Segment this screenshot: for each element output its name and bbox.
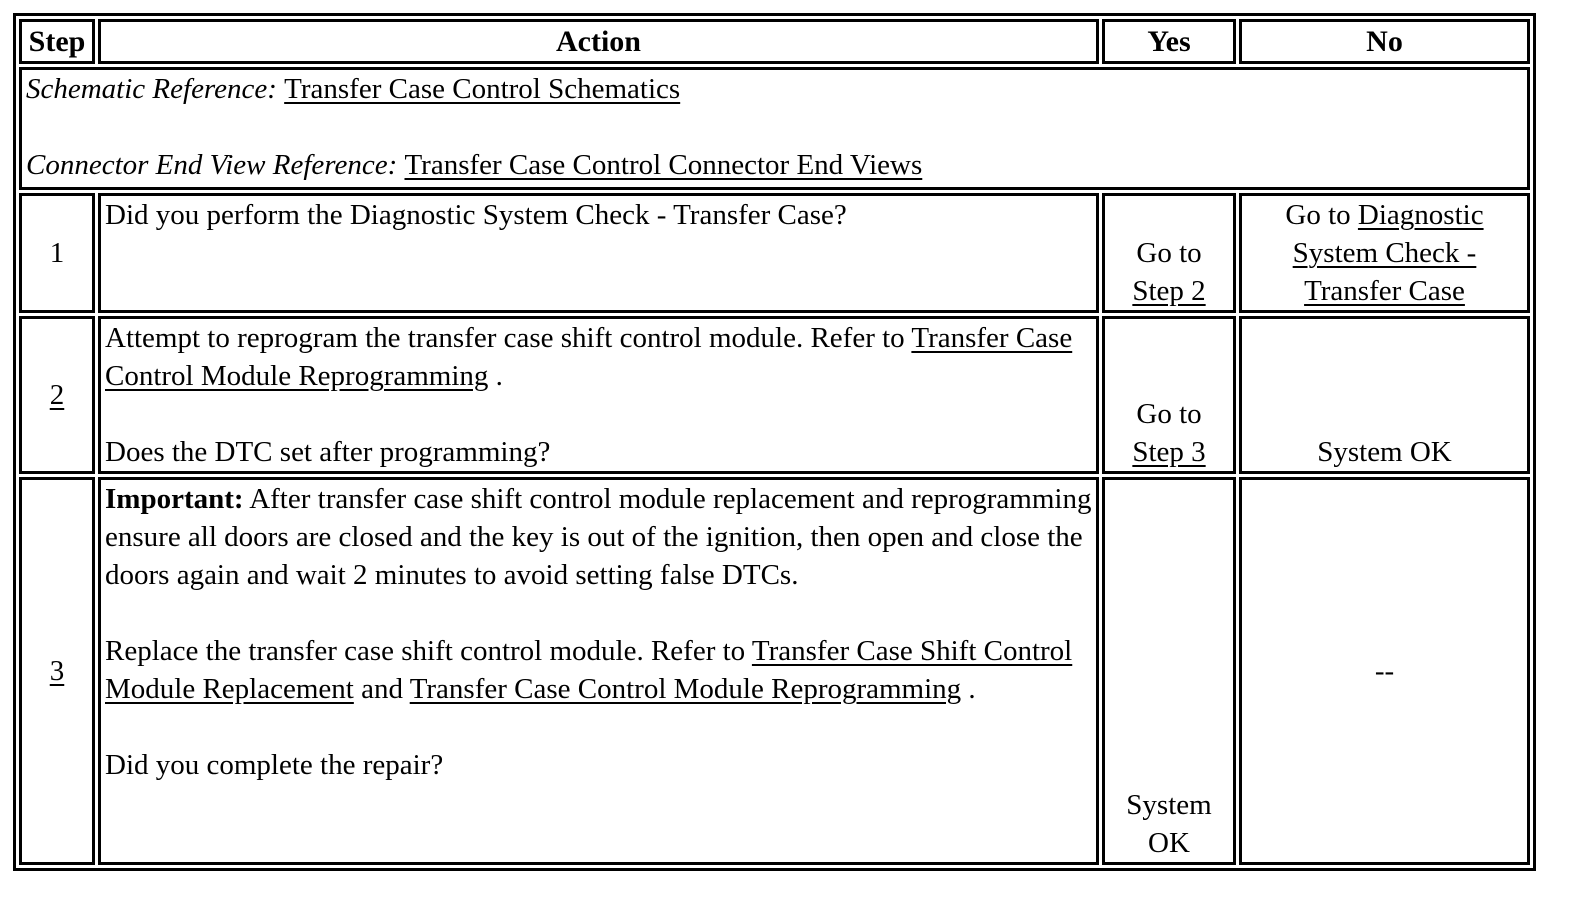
doc-link[interactable]: Transfer Case Shift Control Module Replacement — [105, 635, 1073, 705]
doc-link[interactable]: Transfer Case Control Module Reprogramming — [409, 673, 962, 705]
text-segment: Did you perform the Diagnostic System Check - Transfer Case? — [105, 199, 847, 231]
text-segment: Attempt to reprogram the transfer case shift control module. Refer to — [105, 322, 912, 354]
reference-row — [19, 67, 1530, 190]
table-row-step-2 — [19, 316, 1530, 474]
yes-cell-1 — [1102, 193, 1236, 313]
action-cell-1 — [98, 193, 1099, 313]
doc-link[interactable]: Transfer Case Control Module Reprogramming — [105, 322, 1073, 392]
action-cell-2 — [98, 316, 1099, 474]
important-label: Important: — [105, 483, 244, 515]
text-segment: After transfer case shift control module replacement and reprogramming ensure all doors are closed and the key is out of the ignition, then open and close the doors again and wait 2 minutes to avoid setting false DTCs. — [105, 483, 1092, 591]
text-segment: Go to — [1285, 199, 1358, 231]
doc-link[interactable]: Transfer Case Control Schematics — [284, 73, 681, 105]
column-header-step: Step — [19, 19, 95, 64]
yes-cell-3 — [1102, 477, 1236, 865]
column-header-action: Action — [98, 19, 1099, 64]
text-segment: and — [353, 673, 410, 705]
column-header-yes: Yes — [1102, 19, 1236, 64]
no-cell-2 — [1239, 316, 1530, 474]
text-segment: System OK — [1126, 789, 1212, 859]
diagnostic-table — [13, 13, 1536, 871]
text-segment: Go to — [1136, 398, 1202, 430]
doc-link[interactable]: Step 2 — [1132, 275, 1206, 307]
text-segment: . — [961, 673, 976, 705]
reference-label: Schematic Reference: — [26, 73, 285, 105]
text-segment: System OK — [1317, 436, 1452, 468]
text-segment: . — [488, 360, 503, 392]
table-row-step-1 — [19, 193, 1530, 313]
reference-label: Connector End View Reference: — [26, 149, 405, 181]
text-segment: Replace the transfer case shift control module. Refer to — [105, 635, 752, 667]
no-cell-3 — [1239, 477, 1530, 865]
step-cell-1 — [19, 193, 95, 313]
text-segment: Go to — [1136, 237, 1202, 269]
doc-link[interactable]: Transfer Case Control Connector End Views — [404, 149, 923, 181]
doc-link[interactable]: 3 — [49, 655, 65, 687]
step-cell-3 — [19, 477, 95, 865]
yes-cell-2 — [1102, 316, 1236, 474]
doc-link[interactable]: 2 — [49, 379, 65, 411]
header-row — [19, 19, 1530, 64]
text-segment: -- — [1374, 655, 1395, 687]
text-segment: 1 — [49, 237, 65, 269]
table-row-step-3 — [19, 477, 1530, 865]
text-segment: Does the DTC set after programming? — [105, 436, 551, 468]
doc-link[interactable]: Diagnostic System Check - Transfer Case — [1292, 199, 1484, 307]
text-segment: Did you complete the repair? — [105, 749, 444, 781]
doc-link[interactable]: Step 3 — [1132, 436, 1206, 468]
no-cell-1 — [1239, 193, 1530, 313]
reference-cell — [19, 67, 1530, 190]
action-cell-3 — [98, 477, 1099, 865]
column-header-no: No — [1239, 19, 1530, 64]
step-cell-2 — [19, 316, 95, 474]
